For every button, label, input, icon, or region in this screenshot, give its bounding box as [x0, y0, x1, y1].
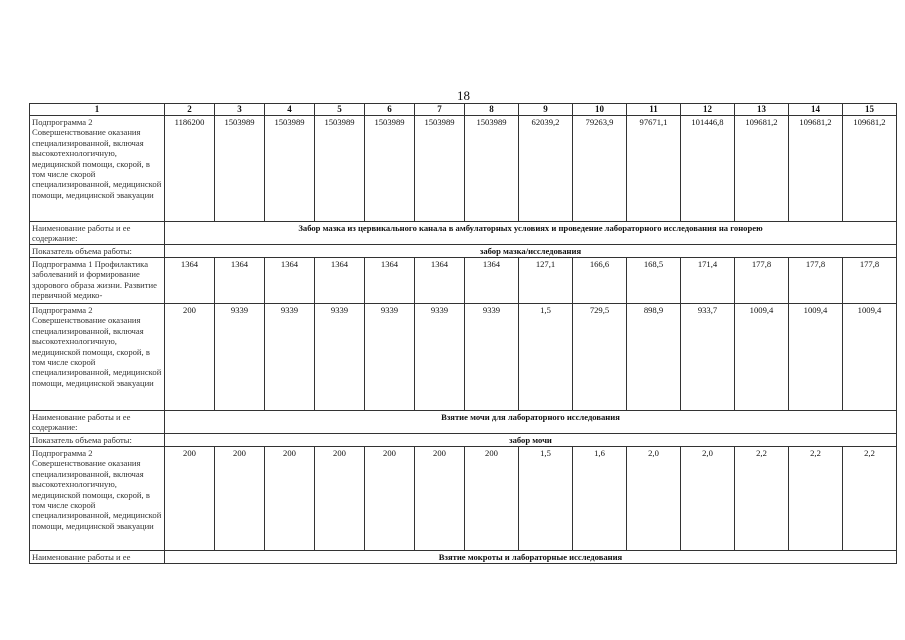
header-cell: 3 — [215, 104, 265, 116]
header-cell: 9 — [519, 104, 573, 116]
value-cell: 101446,8 — [681, 116, 735, 222]
row-label: Показатель объема работы: — [30, 434, 165, 447]
page-number: 18 — [457, 88, 470, 103]
value-cell: 1009,4 — [789, 304, 843, 411]
merged-text: Взятие мокроты и лабораторные исследования — [165, 551, 897, 564]
row-label: Подпрограмма 2 Совершенствование оказания специализированной, включая высокотехнологичную, медицинской помощи, скорой, в том числе скорой специализированной, медицинской помощи, медицинской эвакуации — [30, 447, 165, 551]
value-cell: 168,5 — [627, 258, 681, 304]
row-label: Наименование работы и ее — [30, 551, 165, 564]
value-cell: 1364 — [465, 258, 519, 304]
value-cell: 1503989 — [215, 116, 265, 222]
header-cell: 11 — [627, 104, 681, 116]
header-cell: 10 — [573, 104, 627, 116]
value-cell: 109681,2 — [735, 116, 789, 222]
value-cell: 1364 — [265, 258, 315, 304]
value-cell: 1503989 — [365, 116, 415, 222]
value-cell: 200 — [165, 304, 215, 411]
data-row — [30, 447, 897, 551]
value-cell: 200 — [265, 447, 315, 551]
value-cell: 166,6 — [573, 258, 627, 304]
value-cell: 9339 — [415, 304, 465, 411]
merged-text: забор мазка/исследования — [165, 245, 897, 258]
value-cell: 1009,4 — [735, 304, 789, 411]
row-label: Наименование работы и ее содержание: — [30, 411, 165, 434]
data-row — [30, 258, 897, 304]
value-cell: 200 — [315, 447, 365, 551]
data-row — [30, 304, 897, 411]
header-cell: 6 — [365, 104, 415, 116]
value-cell: 1503989 — [265, 116, 315, 222]
merged-row — [30, 245, 897, 258]
value-cell: 1503989 — [315, 116, 365, 222]
merged-text: Взятие мочи для лабораторного исследования — [165, 411, 897, 434]
value-cell: 1,6 — [573, 447, 627, 551]
value-cell: 9339 — [215, 304, 265, 411]
header-cell: 15 — [843, 104, 897, 116]
value-cell: 1364 — [315, 258, 365, 304]
value-cell: 933,7 — [681, 304, 735, 411]
value-cell: 1364 — [365, 258, 415, 304]
merged-row — [30, 222, 897, 245]
value-cell: 9339 — [465, 304, 519, 411]
value-cell: 9339 — [365, 304, 415, 411]
value-cell: 1,5 — [519, 447, 573, 551]
merged-row — [30, 551, 897, 564]
value-cell: 2,2 — [843, 447, 897, 551]
header-cell: 7 — [415, 104, 465, 116]
data-row — [30, 116, 897, 222]
value-cell: 1,5 — [519, 304, 573, 411]
value-cell: 9339 — [315, 304, 365, 411]
header-cell: 2 — [165, 104, 215, 116]
value-cell: 729,5 — [573, 304, 627, 411]
budget-table — [29, 103, 897, 564]
row-label: Наименование работы и ее содержание: — [30, 222, 165, 245]
value-cell: 79263,9 — [573, 116, 627, 222]
merged-row — [30, 411, 897, 434]
value-cell: 2,2 — [789, 447, 843, 551]
value-cell: 1364 — [165, 258, 215, 304]
value-cell: 200 — [365, 447, 415, 551]
value-cell: 1186200 — [165, 116, 215, 222]
row-label: Подпрограмма 1 Профилактика заболеваний и формирование здорового образа жизни. Развитие первичной медико- — [30, 258, 165, 304]
header-cell: 8 — [465, 104, 519, 116]
value-cell: 1364 — [215, 258, 265, 304]
header-row — [30, 104, 897, 116]
value-cell: 1503989 — [415, 116, 465, 222]
value-cell: 200 — [415, 447, 465, 551]
merged-text: забор мочи — [165, 434, 897, 447]
value-cell: 1009,4 — [843, 304, 897, 411]
value-cell: 1503989 — [465, 116, 519, 222]
value-cell: 2,2 — [735, 447, 789, 551]
value-cell: 109681,2 — [789, 116, 843, 222]
value-cell: 898,9 — [627, 304, 681, 411]
value-cell: 9339 — [265, 304, 315, 411]
header-cell: 5 — [315, 104, 365, 116]
value-cell: 2,0 — [627, 447, 681, 551]
value-cell: 200 — [215, 447, 265, 551]
header-cell: 14 — [789, 104, 843, 116]
value-cell: 127,1 — [519, 258, 573, 304]
value-cell: 62039,2 — [519, 116, 573, 222]
value-cell: 200 — [165, 447, 215, 551]
header-cell: 12 — [681, 104, 735, 116]
value-cell: 1364 — [415, 258, 465, 304]
header-cell: 1 — [30, 104, 165, 116]
value-cell: 177,8 — [843, 258, 897, 304]
header-cell: 4 — [265, 104, 315, 116]
merged-text: Забор мазка из цервикального канала в амбулаторных условиях и проведение лабораторного исследования на гонорею — [165, 222, 897, 245]
table-body — [30, 104, 897, 564]
value-cell: 97671,1 — [627, 116, 681, 222]
header-cell: 13 — [735, 104, 789, 116]
row-label: Показатель объема работы: — [30, 245, 165, 258]
row-label: Подпрограмма 2 Совершенствование оказания специализированной, включая высокотехнологичную, медицинской помощи, скорой, в том числе скорой специализированной, медицинской помощи, медицинской эвакуации — [30, 304, 165, 411]
merged-row — [30, 434, 897, 447]
value-cell: 109681,2 — [843, 116, 897, 222]
value-cell: 2,0 — [681, 447, 735, 551]
row-label: Подпрограмма 2 Совершенствование оказания специализированной, включая высокотехнологичную, медицинской помощи, скорой, в том числе скорой специализированной, медицинской помощи, медицинской эвакуации — [30, 116, 165, 222]
value-cell: 200 — [465, 447, 519, 551]
value-cell: 177,8 — [789, 258, 843, 304]
value-cell: 171,4 — [681, 258, 735, 304]
value-cell: 177,8 — [735, 258, 789, 304]
